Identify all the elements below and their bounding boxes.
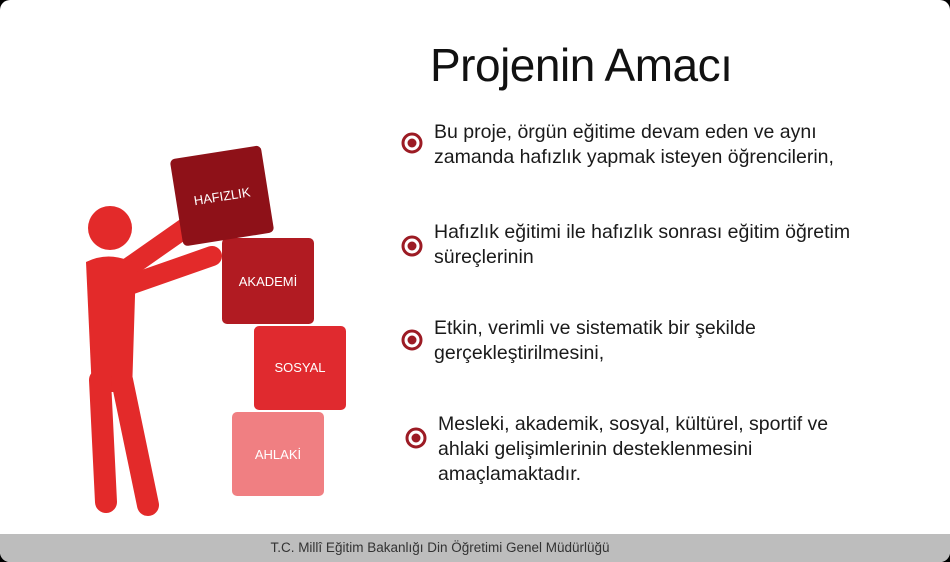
block-hafizlik-label: HAFIZLIK — [192, 184, 252, 209]
block-hafizlik — [170, 145, 275, 246]
block-ahlaki-label: AHLAKİ — [254, 447, 302, 462]
person-leg-right — [122, 380, 148, 505]
slide-title: Projenin Amacı — [430, 39, 733, 91]
block-sosyal — [254, 326, 346, 410]
person-leg-left — [100, 380, 106, 502]
bullet-item-1 — [400, 120, 870, 170]
bullet-text-3: Etkin, verimli ve sistematik bir şekilde gerçekleştirilmesini, — [434, 317, 756, 364]
bullet-item-2 — [400, 220, 900, 270]
bullet-ring-icon — [400, 328, 424, 352]
block-ahlaki — [232, 412, 324, 496]
footer-bar — [0, 534, 950, 562]
person-figure — [86, 206, 212, 505]
block-akademi — [222, 238, 314, 324]
bullet-text-4: Mesleki, akademik, sosyal, kültürel, sportif ve ahlaki gelişimlerinin desteklenmesini amaçlamaktadır. — [438, 413, 829, 485]
bullet-ring-icon — [400, 131, 424, 155]
bullet-ring-icon — [400, 234, 424, 258]
footer-text: T.C. Millî Eğitim Bakanlığı Din Öğretimi Genel Müdürlüğü — [270, 540, 610, 555]
bullet-item-3 — [400, 316, 820, 366]
stacking-figure-illustration — [0, 0, 420, 530]
bullet-ring-icon — [404, 426, 428, 450]
block-sosyal-label: SOSYAL — [274, 360, 326, 375]
bullet-item-4 — [404, 412, 874, 487]
person-head — [88, 206, 132, 250]
bullet-text-2: Hafızlık eğitimi ile hafızlık sonrası eğitim öğretim süreçlerinin — [434, 221, 851, 268]
block-akademi-label: AKADEMİ — [238, 274, 298, 289]
bullet-text-1: Bu proje, örgün eğitime devam eden ve aynı zamanda hafızlık yapmak isteyen öğrencilerin, — [434, 121, 834, 168]
